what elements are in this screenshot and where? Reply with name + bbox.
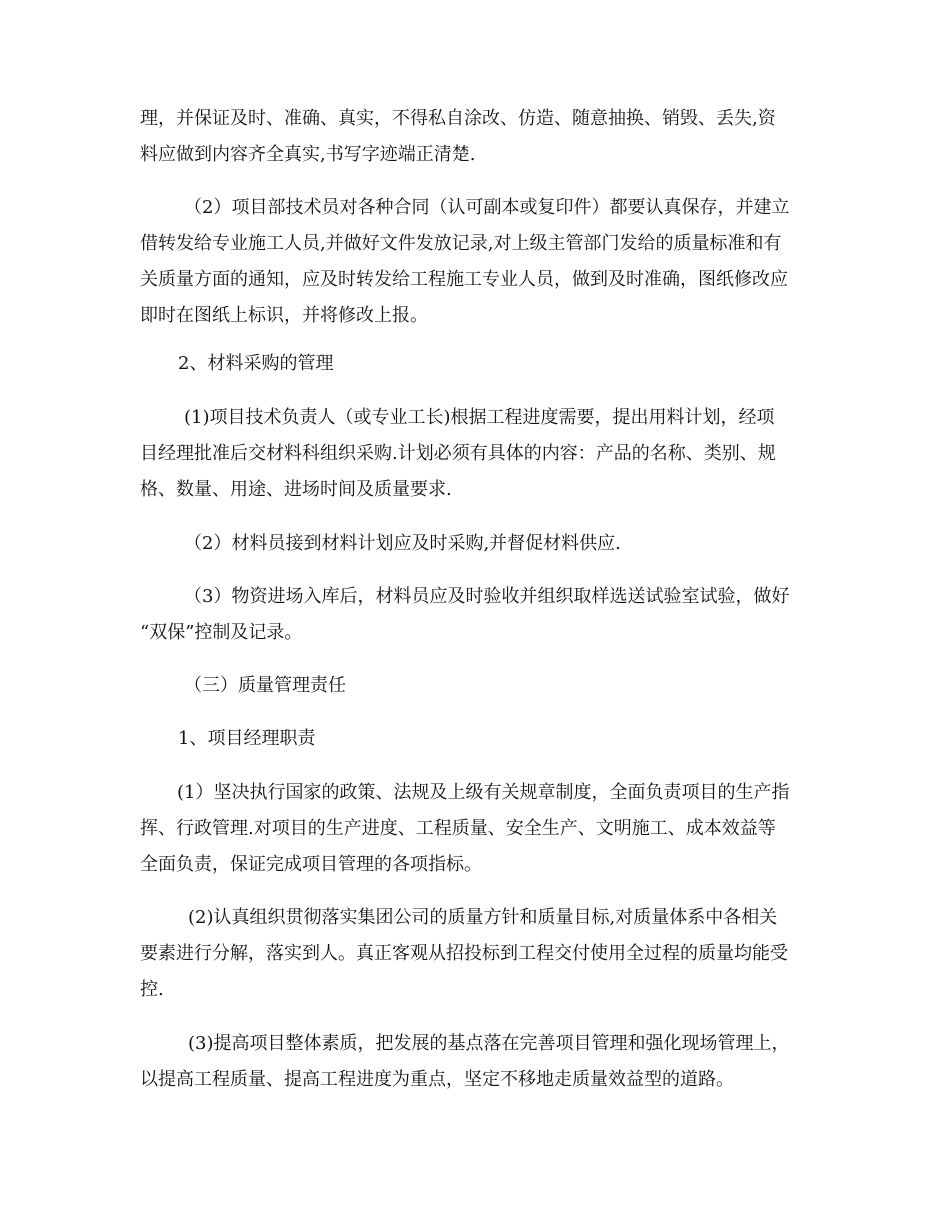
section-heading-material-procurement — [140, 346, 820, 382]
text-line: 料应做到内容齐全真实,书写字迹端正清楚. — [140, 144, 476, 165]
text-line: (1）坚决执行国家的政策、法规及上级有关规章制度，全面负责项目的生产指 — [177, 782, 790, 803]
text-line: 以提高工程质量、提高工程进度为重点，坚定不移地走质量效益型的道路。 — [140, 1069, 734, 1090]
paragraph-material-inspection — [140, 579, 820, 651]
text-line: 2、材料采购的管理 — [178, 353, 334, 374]
text-line: 借转发给专业施工人员,并做好文件发放记录,对上级主管部门发给的质量标准和有 — [140, 233, 782, 254]
text-line: “双保”控制及记录。 — [140, 622, 303, 643]
text-line: 全面负责，保证完成项目管理的各项指标。 — [140, 854, 482, 875]
paragraph-material-plan — [140, 400, 820, 508]
paragraph-contract-storage — [140, 190, 820, 334]
text-line: （3）物资进场入库后，材料员应及时验收并组织取样选送试验室试验，做好 — [184, 586, 790, 607]
text-line: 目经理批准后交材料科组织采购.计划必须有具体的内容：产品的名称、类别、规 — [140, 443, 776, 464]
paragraph-records-handling — [140, 101, 820, 173]
paragraph-duty-1 — [140, 775, 820, 883]
text-line: （三）质量管理责任 — [184, 675, 346, 696]
text-line: 关质量方面的通知，应及时转发给工程施工专业人员，做到及时准确，图纸修改应 — [140, 269, 788, 290]
text-line: 要素进行分解，落实到人。真正客观从招投标到工程交付使用全过程的质量均能受 — [140, 943, 788, 964]
text-line: (3)提高项目整体素质，把发展的基点落在完善项目管理和强化现场管理上， — [188, 1033, 790, 1054]
text-line: 挥、行政管理.对项目的生产进度、工程质量、安全生产、文明施工、成本效益等 — [140, 818, 776, 839]
text-line: 即时在图纸上标识，并将修改上报。 — [140, 305, 428, 326]
section-heading-project-manager-duties — [140, 721, 820, 757]
text-line: (1)项目技术负责人（或专业工长)根据工程进度需要，提出用料计划，经项 — [184, 407, 775, 428]
text-line: （2）材料员接到材料计划应及时采购,并督促材料供应. — [184, 533, 621, 554]
text-line: 理，并保证及时、准确、真实，不得私自涂改、仿造、随意抽换、销毁、丢失,资 — [140, 108, 776, 129]
text-line: （2）项目部技术员对各种合同（认可副本或复印件）都要认真保存，并建立 — [184, 197, 790, 218]
paragraph-duty-3 — [140, 1026, 820, 1098]
text-line: 1、项目经理职责 — [178, 728, 316, 749]
paragraph-material-purchase — [140, 526, 820, 562]
text-line: 控. — [140, 979, 164, 1000]
text-line: 格、数量、用途、进场时间及质量要求. — [140, 479, 452, 500]
section-heading-quality-responsibility — [140, 668, 820, 704]
paragraph-duty-2 — [140, 900, 820, 1008]
text-line: (2)认真组织贯彻落实集团公司的质量方针和质量目标,对质量体系中各相关 — [188, 907, 778, 928]
